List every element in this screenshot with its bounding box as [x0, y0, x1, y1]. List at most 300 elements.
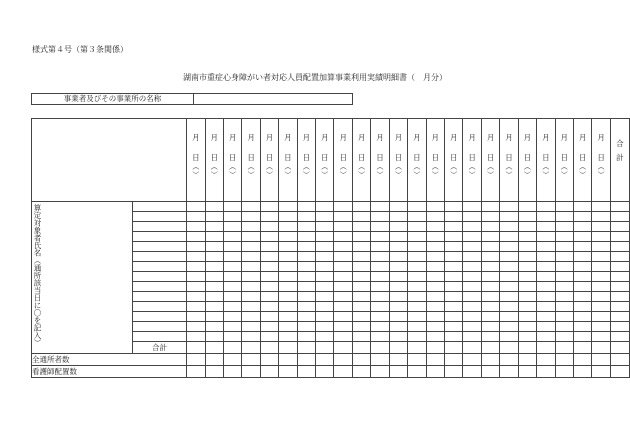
attendance-cell[interactable] — [555, 242, 573, 252]
attendance-cell[interactable] — [481, 322, 499, 332]
attendance-cell[interactable] — [445, 282, 463, 292]
footer-cell[interactable] — [223, 366, 241, 378]
attendance-cell[interactable] — [445, 202, 463, 212]
attendance-cell[interactable] — [260, 292, 278, 302]
attendance-cell[interactable] — [223, 282, 241, 292]
sum-cell[interactable] — [518, 342, 536, 354]
attendance-cell[interactable] — [371, 232, 389, 242]
attendance-cell[interactable] — [518, 242, 536, 252]
attendance-cell[interactable] — [426, 212, 444, 222]
footer-cell[interactable] — [592, 354, 610, 366]
attendance-cell[interactable] — [408, 262, 426, 272]
row-total-cell[interactable] — [610, 242, 629, 252]
attendance-cell[interactable] — [242, 202, 260, 212]
attendance-cell[interactable] — [297, 272, 315, 282]
attendance-cell[interactable] — [445, 252, 463, 262]
attendance-cell[interactable] — [555, 272, 573, 282]
attendance-cell[interactable] — [500, 322, 518, 332]
attendance-cell[interactable] — [555, 262, 573, 272]
attendance-cell[interactable] — [242, 262, 260, 272]
attendance-cell[interactable] — [389, 282, 407, 292]
attendance-cell[interactable] — [426, 282, 444, 292]
footer-cell[interactable] — [389, 366, 407, 378]
attendance-cell[interactable] — [463, 292, 481, 302]
attendance-cell[interactable] — [573, 282, 591, 292]
attendance-cell[interactable] — [371, 322, 389, 332]
attendance-cell[interactable] — [408, 212, 426, 222]
attendance-cell[interactable] — [500, 272, 518, 282]
attendance-cell[interactable] — [573, 272, 591, 282]
attendance-cell[interactable] — [223, 332, 241, 342]
footer-cell[interactable] — [426, 366, 444, 378]
attendance-cell[interactable] — [592, 272, 610, 282]
attendance-cell[interactable] — [279, 222, 297, 232]
attendance-cell[interactable] — [500, 292, 518, 302]
participant-name-cell[interactable] — [133, 202, 187, 212]
attendance-cell[interactable] — [555, 252, 573, 262]
attendance-cell[interactable] — [260, 252, 278, 262]
attendance-cell[interactable] — [481, 312, 499, 322]
attendance-cell[interactable] — [371, 212, 389, 222]
attendance-cell[interactable] — [537, 322, 555, 332]
attendance-cell[interactable] — [537, 302, 555, 312]
attendance-cell[interactable] — [260, 302, 278, 312]
attendance-cell[interactable] — [187, 292, 205, 302]
attendance-cell[interactable] — [555, 222, 573, 232]
attendance-cell[interactable] — [389, 202, 407, 212]
attendance-cell[interactable] — [316, 302, 334, 312]
participant-name-cell[interactable] — [133, 272, 187, 282]
attendance-cell[interactable] — [408, 252, 426, 262]
attendance-cell[interactable] — [352, 322, 370, 332]
footer-cell[interactable] — [445, 366, 463, 378]
sum-cell[interactable] — [481, 342, 499, 354]
attendance-cell[interactable] — [334, 292, 352, 302]
attendance-cell[interactable] — [352, 282, 370, 292]
attendance-cell[interactable] — [371, 202, 389, 212]
footer-cell[interactable] — [352, 354, 370, 366]
attendance-cell[interactable] — [316, 252, 334, 262]
attendance-cell[interactable] — [426, 242, 444, 252]
attendance-cell[interactable] — [500, 252, 518, 262]
attendance-cell[interactable] — [279, 282, 297, 292]
footer-cell[interactable] — [518, 366, 536, 378]
attendance-cell[interactable] — [334, 302, 352, 312]
attendance-cell[interactable] — [389, 292, 407, 302]
attendance-cell[interactable] — [537, 282, 555, 292]
sum-cell[interactable] — [537, 342, 555, 354]
attendance-cell[interactable] — [223, 302, 241, 312]
attendance-cell[interactable] — [463, 262, 481, 272]
attendance-cell[interactable] — [260, 272, 278, 282]
attendance-cell[interactable] — [389, 302, 407, 312]
attendance-cell[interactable] — [518, 262, 536, 272]
attendance-cell[interactable] — [481, 262, 499, 272]
attendance-cell[interactable] — [518, 282, 536, 292]
attendance-cell[interactable] — [518, 252, 536, 262]
attendance-cell[interactable] — [481, 252, 499, 262]
attendance-cell[interactable] — [408, 202, 426, 212]
attendance-cell[interactable] — [408, 272, 426, 282]
row-total-cell[interactable] — [610, 322, 629, 332]
footer-cell[interactable] — [537, 354, 555, 366]
row-total-cell[interactable] — [610, 262, 629, 272]
attendance-cell[interactable] — [463, 322, 481, 332]
row-total-cell[interactable] — [610, 252, 629, 262]
attendance-cell[interactable] — [555, 232, 573, 242]
attendance-cell[interactable] — [463, 282, 481, 292]
attendance-cell[interactable] — [408, 292, 426, 302]
attendance-cell[interactable] — [297, 202, 315, 212]
attendance-cell[interactable] — [205, 202, 223, 212]
attendance-cell[interactable] — [260, 312, 278, 322]
attendance-cell[interactable] — [223, 232, 241, 242]
footer-cell[interactable] — [279, 354, 297, 366]
attendance-cell[interactable] — [592, 282, 610, 292]
attendance-cell[interactable] — [334, 322, 352, 332]
attendance-cell[interactable] — [463, 332, 481, 342]
attendance-cell[interactable] — [297, 322, 315, 332]
attendance-cell[interactable] — [500, 282, 518, 292]
attendance-cell[interactable] — [555, 312, 573, 322]
attendance-cell[interactable] — [316, 242, 334, 252]
row-total-cell[interactable] — [610, 222, 629, 232]
attendance-cell[interactable] — [205, 242, 223, 252]
footer-cell[interactable] — [500, 366, 518, 378]
attendance-cell[interactable] — [223, 322, 241, 332]
attendance-cell[interactable] — [352, 212, 370, 222]
attendance-cell[interactable] — [592, 312, 610, 322]
sum-cell[interactable] — [279, 342, 297, 354]
attendance-cell[interactable] — [408, 242, 426, 252]
footer-cell[interactable] — [481, 354, 499, 366]
footer-cell[interactable] — [573, 354, 591, 366]
attendance-cell[interactable] — [371, 272, 389, 282]
attendance-cell[interactable] — [334, 212, 352, 222]
attendance-cell[interactable] — [316, 202, 334, 212]
attendance-cell[interactable] — [408, 322, 426, 332]
attendance-cell[interactable] — [518, 202, 536, 212]
attendance-cell[interactable] — [500, 242, 518, 252]
attendance-cell[interactable] — [463, 312, 481, 322]
attendance-cell[interactable] — [352, 232, 370, 242]
attendance-cell[interactable] — [297, 292, 315, 302]
footer-cell[interactable] — [408, 354, 426, 366]
attendance-cell[interactable] — [463, 242, 481, 252]
attendance-cell[interactable] — [555, 212, 573, 222]
row-total-cell[interactable] — [610, 332, 629, 342]
footer-cell[interactable] — [371, 366, 389, 378]
business-name-field[interactable] — [194, 94, 352, 104]
footer-cell[interactable] — [279, 366, 297, 378]
sum-cell[interactable] — [371, 342, 389, 354]
attendance-cell[interactable] — [371, 222, 389, 232]
attendance-cell[interactable] — [334, 202, 352, 212]
attendance-cell[interactable] — [537, 292, 555, 302]
participant-name-cell[interactable] — [133, 222, 187, 232]
attendance-cell[interactable] — [408, 302, 426, 312]
attendance-cell[interactable] — [445, 262, 463, 272]
attendance-cell[interactable] — [389, 322, 407, 332]
attendance-cell[interactable] — [371, 292, 389, 302]
attendance-cell[interactable] — [297, 312, 315, 322]
attendance-cell[interactable] — [592, 242, 610, 252]
attendance-cell[interactable] — [187, 272, 205, 282]
row-total-cell[interactable] — [610, 292, 629, 302]
attendance-cell[interactable] — [316, 322, 334, 332]
attendance-cell[interactable] — [242, 242, 260, 252]
attendance-cell[interactable] — [408, 312, 426, 322]
attendance-cell[interactable] — [334, 272, 352, 282]
sum-cell[interactable] — [223, 342, 241, 354]
sum-cell[interactable] — [389, 342, 407, 354]
attendance-cell[interactable] — [573, 312, 591, 322]
attendance-cell[interactable] — [187, 232, 205, 242]
attendance-cell[interactable] — [500, 222, 518, 232]
attendance-cell[interactable] — [537, 262, 555, 272]
attendance-cell[interactable] — [481, 202, 499, 212]
footer-cell[interactable] — [463, 354, 481, 366]
attendance-cell[interactable] — [518, 212, 536, 222]
footer-cell[interactable] — [592, 366, 610, 378]
attendance-cell[interactable] — [223, 292, 241, 302]
attendance-cell[interactable] — [537, 202, 555, 212]
attendance-cell[interactable] — [463, 272, 481, 282]
sum-cell[interactable] — [555, 342, 573, 354]
attendance-cell[interactable] — [242, 292, 260, 302]
attendance-cell[interactable] — [223, 242, 241, 252]
attendance-cell[interactable] — [592, 332, 610, 342]
sum-cell[interactable] — [316, 342, 334, 354]
attendance-cell[interactable] — [371, 332, 389, 342]
attendance-cell[interactable] — [426, 262, 444, 272]
attendance-cell[interactable] — [205, 252, 223, 262]
attendance-cell[interactable] — [389, 312, 407, 322]
attendance-cell[interactable] — [242, 252, 260, 262]
row-total-cell[interactable] — [610, 312, 629, 322]
footer-cell[interactable] — [500, 354, 518, 366]
attendance-cell[interactable] — [573, 242, 591, 252]
attendance-cell[interactable] — [500, 332, 518, 342]
footer-cell[interactable] — [573, 366, 591, 378]
attendance-cell[interactable] — [481, 272, 499, 282]
attendance-cell[interactable] — [555, 202, 573, 212]
attendance-cell[interactable] — [481, 282, 499, 292]
attendance-cell[interactable] — [223, 222, 241, 232]
sum-cell[interactable] — [187, 342, 205, 354]
attendance-cell[interactable] — [500, 302, 518, 312]
attendance-cell[interactable] — [334, 262, 352, 272]
attendance-cell[interactable] — [592, 202, 610, 212]
attendance-cell[interactable] — [389, 242, 407, 252]
attendance-cell[interactable] — [316, 292, 334, 302]
attendance-cell[interactable] — [223, 272, 241, 282]
attendance-cell[interactable] — [371, 262, 389, 272]
footer-cell[interactable] — [187, 366, 205, 378]
attendance-cell[interactable] — [260, 232, 278, 242]
participant-name-cell[interactable] — [133, 322, 187, 332]
footer-cell[interactable] — [260, 354, 278, 366]
attendance-cell[interactable] — [279, 302, 297, 312]
attendance-cell[interactable] — [389, 252, 407, 262]
attendance-cell[interactable] — [187, 322, 205, 332]
attendance-cell[interactable] — [445, 222, 463, 232]
attendance-cell[interactable] — [426, 312, 444, 322]
attendance-cell[interactable] — [389, 262, 407, 272]
attendance-cell[interactable] — [205, 322, 223, 332]
attendance-cell[interactable] — [279, 202, 297, 212]
attendance-cell[interactable] — [573, 292, 591, 302]
attendance-cell[interactable] — [481, 302, 499, 312]
participant-name-cell[interactable] — [133, 332, 187, 342]
sum-cell[interactable] — [500, 342, 518, 354]
attendance-cell[interactable] — [426, 202, 444, 212]
attendance-cell[interactable] — [426, 232, 444, 242]
attendance-cell[interactable] — [297, 332, 315, 342]
attendance-cell[interactable] — [500, 262, 518, 272]
sum-cell[interactable] — [334, 342, 352, 354]
attendance-cell[interactable] — [573, 322, 591, 332]
attendance-cell[interactable] — [260, 242, 278, 252]
attendance-cell[interactable] — [352, 292, 370, 302]
sum-cell[interactable] — [426, 342, 444, 354]
attendance-cell[interactable] — [316, 232, 334, 242]
attendance-cell[interactable] — [426, 292, 444, 302]
attendance-cell[interactable] — [297, 262, 315, 272]
footer-cell[interactable] — [316, 366, 334, 378]
attendance-cell[interactable] — [555, 332, 573, 342]
participant-name-cell[interactable] — [133, 242, 187, 252]
attendance-cell[interactable] — [463, 232, 481, 242]
attendance-cell[interactable] — [592, 212, 610, 222]
attendance-cell[interactable] — [334, 332, 352, 342]
attendance-cell[interactable] — [573, 202, 591, 212]
attendance-cell[interactable] — [426, 302, 444, 312]
row-total-cell[interactable] — [610, 272, 629, 282]
attendance-cell[interactable] — [573, 222, 591, 232]
attendance-cell[interactable] — [223, 212, 241, 222]
attendance-cell[interactable] — [389, 272, 407, 282]
row-total-cell[interactable] — [610, 202, 629, 212]
attendance-cell[interactable] — [408, 332, 426, 342]
sum-cell[interactable] — [352, 342, 370, 354]
attendance-cell[interactable] — [518, 322, 536, 332]
attendance-cell[interactable] — [481, 332, 499, 342]
attendance-cell[interactable] — [518, 302, 536, 312]
footer-cell[interactable] — [187, 354, 205, 366]
attendance-cell[interactable] — [371, 252, 389, 262]
attendance-cell[interactable] — [555, 322, 573, 332]
attendance-cell[interactable] — [205, 302, 223, 312]
footer-cell[interactable] — [555, 354, 573, 366]
attendance-cell[interactable] — [279, 332, 297, 342]
attendance-cell[interactable] — [297, 302, 315, 312]
sum-cell[interactable] — [205, 342, 223, 354]
attendance-cell[interactable] — [260, 212, 278, 222]
attendance-cell[interactable] — [205, 282, 223, 292]
footer-cell[interactable] — [205, 354, 223, 366]
attendance-cell[interactable] — [187, 252, 205, 262]
attendance-cell[interactable] — [518, 222, 536, 232]
footer-cell[interactable] — [408, 366, 426, 378]
attendance-cell[interactable] — [334, 282, 352, 292]
attendance-cell[interactable] — [297, 242, 315, 252]
attendance-cell[interactable] — [592, 232, 610, 242]
participant-name-cell[interactable] — [133, 312, 187, 322]
footer-cell[interactable] — [334, 354, 352, 366]
attendance-cell[interactable] — [279, 232, 297, 242]
attendance-cell[interactable] — [371, 312, 389, 322]
attendance-cell[interactable] — [242, 332, 260, 342]
attendance-cell[interactable] — [352, 222, 370, 232]
attendance-cell[interactable] — [573, 212, 591, 222]
footer-cell[interactable] — [297, 354, 315, 366]
row-total-cell[interactable] — [610, 302, 629, 312]
attendance-cell[interactable] — [260, 322, 278, 332]
footer-cell[interactable] — [518, 354, 536, 366]
attendance-cell[interactable] — [537, 242, 555, 252]
attendance-cell[interactable] — [500, 232, 518, 242]
attendance-cell[interactable] — [260, 202, 278, 212]
attendance-cell[interactable] — [592, 322, 610, 332]
sum-cell[interactable] — [573, 342, 591, 354]
attendance-cell[interactable] — [187, 222, 205, 232]
footer-total-cell[interactable] — [610, 366, 629, 378]
attendance-cell[interactable] — [297, 282, 315, 292]
attendance-cell[interactable] — [205, 312, 223, 322]
row-total-cell[interactable] — [610, 282, 629, 292]
attendance-cell[interactable] — [242, 212, 260, 222]
attendance-cell[interactable] — [297, 212, 315, 222]
attendance-cell[interactable] — [481, 292, 499, 302]
attendance-cell[interactable] — [316, 312, 334, 322]
attendance-cell[interactable] — [223, 312, 241, 322]
row-total-cell[interactable] — [610, 212, 629, 222]
attendance-cell[interactable] — [279, 252, 297, 262]
attendance-cell[interactable] — [426, 272, 444, 282]
attendance-cell[interactable] — [242, 232, 260, 242]
attendance-cell[interactable] — [573, 332, 591, 342]
sum-cell[interactable] — [445, 342, 463, 354]
attendance-cell[interactable] — [445, 242, 463, 252]
attendance-cell[interactable] — [205, 262, 223, 272]
attendance-cell[interactable] — [537, 312, 555, 322]
attendance-cell[interactable] — [481, 242, 499, 252]
attendance-cell[interactable] — [187, 212, 205, 222]
attendance-cell[interactable] — [426, 222, 444, 232]
sum-cell[interactable] — [242, 342, 260, 354]
attendance-cell[interactable] — [481, 222, 499, 232]
footer-cell[interactable] — [223, 354, 241, 366]
attendance-cell[interactable] — [352, 242, 370, 252]
attendance-cell[interactable] — [334, 242, 352, 252]
attendance-cell[interactable] — [279, 262, 297, 272]
attendance-cell[interactable] — [592, 262, 610, 272]
attendance-cell[interactable] — [500, 312, 518, 322]
attendance-cell[interactable] — [242, 222, 260, 232]
attendance-cell[interactable] — [389, 222, 407, 232]
attendance-cell[interactable] — [352, 332, 370, 342]
attendance-cell[interactable] — [316, 212, 334, 222]
attendance-cell[interactable] — [445, 272, 463, 282]
attendance-cell[interactable] — [223, 262, 241, 272]
participant-name-cell[interactable] — [133, 302, 187, 312]
attendance-cell[interactable] — [279, 322, 297, 332]
attendance-cell[interactable] — [518, 332, 536, 342]
attendance-cell[interactable] — [316, 282, 334, 292]
attendance-cell[interactable] — [352, 202, 370, 212]
attendance-cell[interactable] — [592, 222, 610, 232]
